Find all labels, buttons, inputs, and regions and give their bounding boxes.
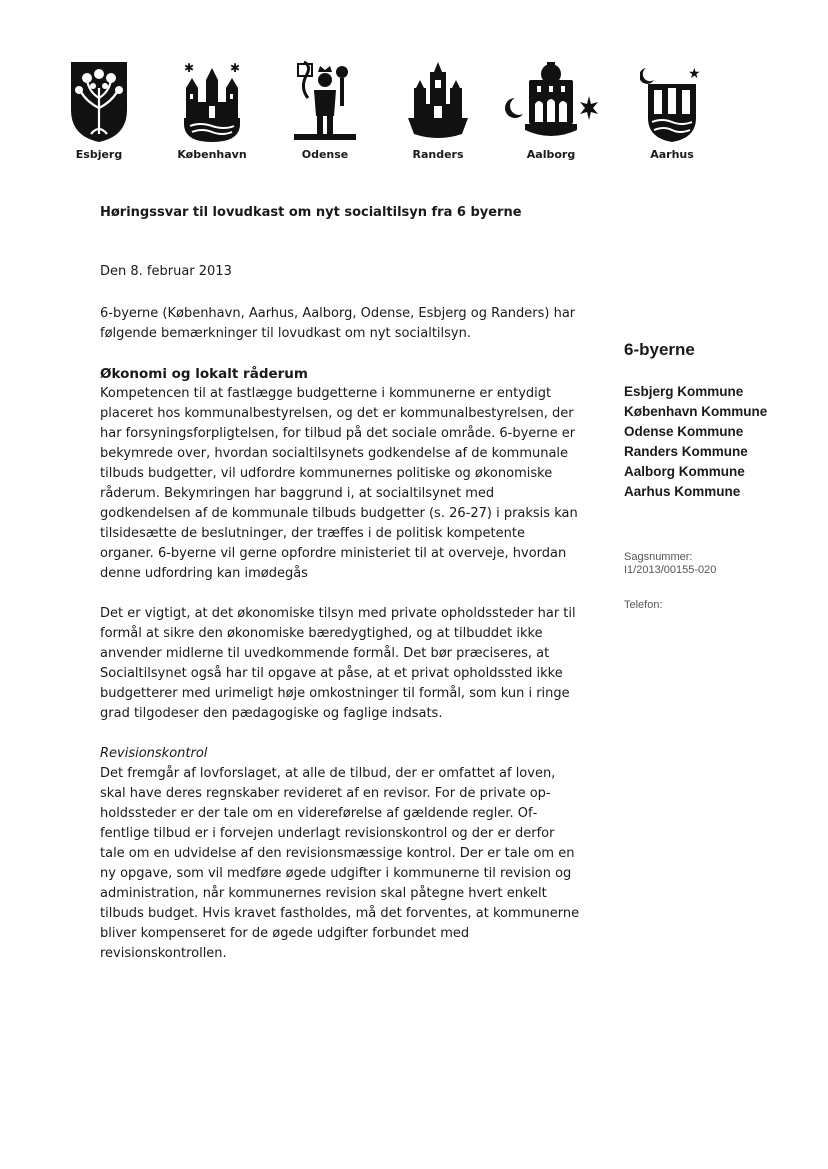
section-paragraph-audit: Det fremgår af lovforslaget, at alle de tilbud, der er omfattet af loven, skal have deres regnskaber revideret af en revisor. For de private opholdssteder er der tale om en videreførelse af gældende regler. Offentlige tilbud er i forvejen underlagt revisionskontrol og der er derfor tale om en udvidelse af den revisionsmæssige kontrol. Der er tale om en ny opgave, som vil medføre øgede udgifter i kommunerne til revision og administration, når kommunernes revision skal påtegne hvert enkelt tilbuds budget. Hvis kravet fastholdes, må det forventes, at kommunerne bliver kompenseret for de øgede udgifter forbundet med revisionskontrollen.: [100, 766, 580, 961]
document-title: Høringssvar til lovudkast om nyt socialtilsyn fra 6 byerne: [100, 205, 522, 220]
svg-text:★: ★: [688, 66, 701, 82]
crest-label-randers: Randers: [412, 148, 464, 161]
sidebar-municipality-aarhus: Aarhus Kommune: [624, 484, 741, 499]
sidebar-municipality-aalborg: Aalborg Kommune: [624, 464, 745, 479]
crest-label-kobenhavn: København: [177, 148, 247, 161]
section-paragraph-economy: Kompetencen til at fastlægge budgetterne i kommunerne er entydigt placeret hos kommunalbestyrelsen, og det er kommunalbestyrelsen, der har forsyningsforpligtelsen, for tilbud på det sociale område. 6-byerne er bekymrede over, hvordan socialtilsynets godkendelse af de kommunale tilbuds budgetter, vil udfordre kommunernes politiske og økonomiske råderum. Bekymringen har baggrund i, at socialtilsynet med godkendelsen af de kommunale tilbuds budgetter (s. 26-27) i praksis kan tilsidesætte de beslutninger, der træffes i de politisk kompetente organer. 6-byerne vil gerne opfordre ministeriet til at overveje, hvordan denne udfordring kan imødegås: [100, 386, 578, 581]
sidebar-municipality-list: [624, 382, 767, 502]
case-number-value: I1/2013/00155-020: [624, 564, 717, 576]
crest-randers: [388, 58, 488, 161]
sidebar-title: 6-byerne: [624, 340, 695, 359]
randers-castle-crest-icon: [406, 58, 470, 144]
sidebar-municipality-randers: Randers Kommune: [624, 444, 748, 459]
svg-text:✱: ✱: [230, 61, 241, 75]
aalborg-castle-moon-star-crest-icon: [501, 58, 601, 144]
case-number-label: Sagsnummer:: [624, 551, 693, 563]
svg-text:✱: ✱: [184, 61, 195, 75]
copenhagen-towers-crest-icon: [180, 58, 244, 144]
phone-label: Telefon:: [624, 599, 663, 611]
crest-esbjerg: [49, 58, 149, 161]
letter-date: Den 8. februar 2013: [100, 264, 232, 279]
section-heading-audit: Revisionskontrol: [100, 746, 208, 761]
odense-saint-crest-icon: [290, 58, 360, 144]
intro-paragraph: 6-byerne (København, Aarhus, Aalborg, Odense, Esbjerg og Randers) har følgende bemærkninger til lovudkast om nyt socialtilsyn.: [100, 306, 576, 341]
case-number-block: [624, 551, 716, 577]
crest-kobenhavn: [162, 58, 262, 161]
letter-body: [100, 262, 580, 964]
section-paragraph-private-homes: Det er vigtigt, at det økonomiske tilsyn med private opholdssteder har til formål at sikre den økonomiske bæredygtighed, og at tilbuddet ikke anvender midlerne til uvedkommende formål. Det bør præciseres, at Socialtilsynet også har til opgave at påse, at et privat opholdssted ikke budgetterer med urimeligt høje omkostninger til formål, som kun i ringe grad tilgodeser den pædagogiske og faglige indsats.: [100, 606, 576, 721]
sidebar-municipality-esbjerg: Esbjerg Kommune: [624, 384, 744, 399]
crest-aarhus: [622, 58, 722, 161]
crest-label-aarhus: Aarhus: [650, 148, 694, 161]
crest-odense: [275, 58, 375, 161]
crest-aalborg: [501, 58, 601, 161]
sidebar-municipality-kobenhavn: København Kommune: [624, 404, 768, 419]
crest-label-odense: Odense: [301, 148, 349, 161]
sidebar-municipality-odense: Odense Kommune: [624, 424, 744, 439]
aarhus-figures-crest-icon: [640, 58, 704, 144]
crest-label-aalborg: Aalborg: [526, 148, 576, 161]
esbjerg-tree-crest-icon: [67, 58, 131, 144]
crest-label-esbjerg: Esbjerg: [75, 148, 123, 161]
section-heading-economy: Økonomi og lokalt råderum: [100, 366, 308, 382]
